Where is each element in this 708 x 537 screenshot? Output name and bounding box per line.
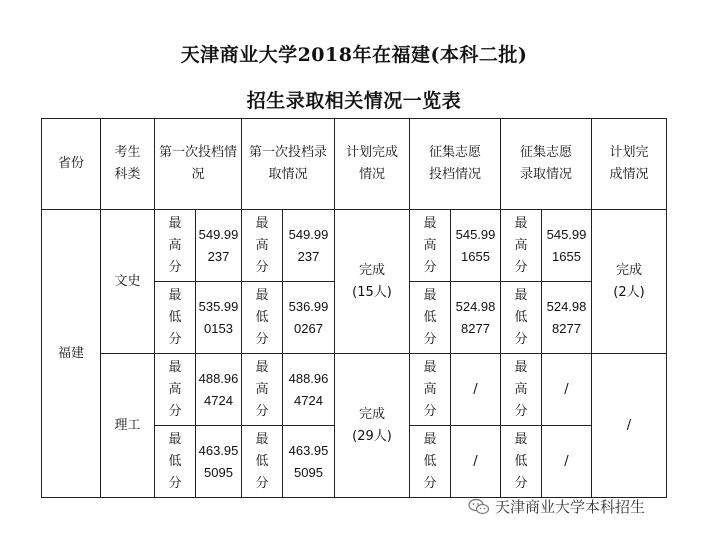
plan-completion-2-cell: /: [592, 354, 667, 498]
score-value: 536.990267: [283, 282, 335, 354]
min-label: 最低分: [242, 282, 283, 354]
page-title: 天津商业大学2018年在福建(本科二批): [180, 44, 528, 66]
max-label: 最高分: [242, 210, 283, 282]
score-value: 545.991655: [451, 210, 501, 282]
max-label: 最高分: [410, 210, 451, 282]
max-label: 最高分: [155, 354, 196, 426]
score-value: 545.991655: [542, 210, 592, 282]
plan-completion-cell: 完成 (15人): [335, 210, 410, 354]
plan-completion-cell: 完成 (29人): [335, 354, 410, 498]
max-label: 最高分: [501, 210, 542, 282]
min-label: 最低分: [155, 282, 196, 354]
page-subtitle: 招生录取相关情况一览表: [246, 90, 462, 112]
header-solicit-admission: 征集志愿录取情况: [501, 119, 592, 210]
score-value: 549.99237: [283, 210, 335, 282]
score-value: 488.964724: [196, 354, 242, 426]
max-label: 最高分: [410, 354, 451, 426]
subject-cell: 理工: [101, 354, 155, 498]
score-value: /: [542, 426, 592, 498]
table-row: [42, 354, 667, 426]
score-value: 549.99237: [196, 210, 242, 282]
header-subject: 考生科类: [101, 119, 155, 210]
wechat-icon: [468, 498, 490, 516]
score-value: /: [542, 354, 592, 426]
score-value: 535.990153: [196, 282, 242, 354]
admission-table: [41, 118, 667, 498]
score-value: 488.964724: [283, 354, 335, 426]
header-first-filing: 第一次投档情况: [155, 119, 242, 210]
header-plan-completion-2: 计划完成情况: [592, 119, 667, 210]
score-value: /: [451, 426, 501, 498]
header-plan-completion: 计划完成情况: [335, 119, 410, 210]
min-label: 最低分: [501, 282, 542, 354]
score-value: 463.955095: [283, 426, 335, 498]
min-label: 最低分: [242, 426, 283, 498]
score-value: /: [451, 354, 501, 426]
header-solicit-filing: 征集志愿投档情况: [410, 119, 501, 210]
min-label: 最低分: [155, 426, 196, 498]
plan-completion-2-cell: 完成 (2人): [592, 210, 667, 354]
min-label: 最低分: [410, 426, 451, 498]
max-label: 最高分: [155, 210, 196, 282]
score-value: 524.988277: [451, 282, 501, 354]
subject-cell: 文史: [101, 210, 155, 354]
max-label: 最高分: [242, 354, 283, 426]
watermark: [468, 496, 645, 517]
min-label: 最低分: [501, 426, 542, 498]
watermark-text: 天津商业大学本科招生: [495, 498, 646, 516]
header-row: [42, 119, 667, 210]
max-label: 最高分: [501, 354, 542, 426]
score-value: 463.955095: [196, 426, 242, 498]
province-cell: 福建: [42, 210, 101, 498]
header-first-admission: 第一次投档录取情况: [242, 119, 335, 210]
score-value: 524.988277: [542, 282, 592, 354]
header-province: 省份: [42, 119, 101, 210]
min-label: 最低分: [410, 282, 451, 354]
table-row: [42, 210, 667, 282]
